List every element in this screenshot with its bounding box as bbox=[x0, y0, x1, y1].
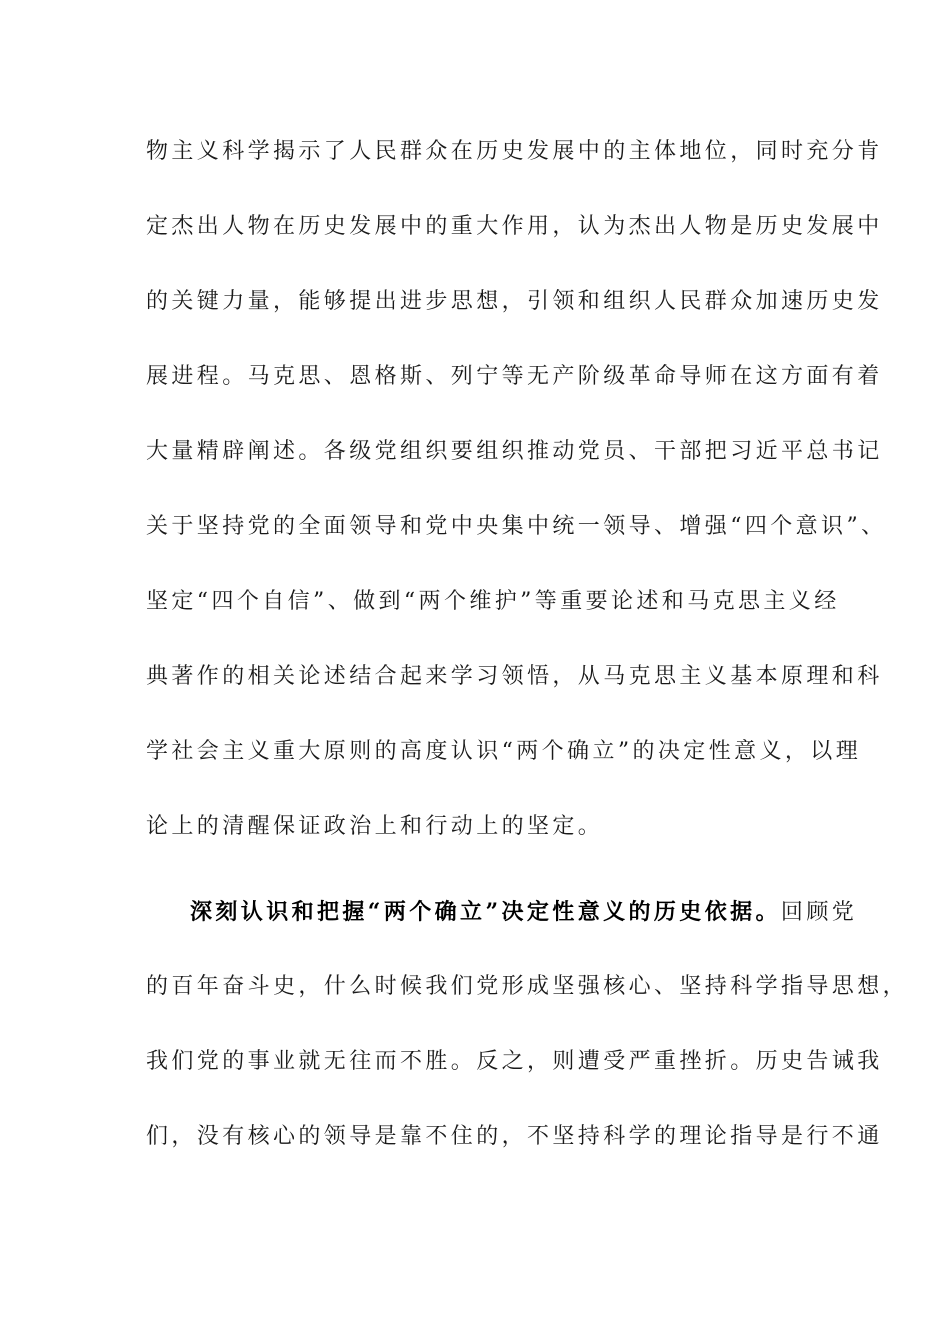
paragraph-heading-line bbox=[190, 897, 858, 928]
heading-line-continuation: 回顾党 bbox=[780, 900, 858, 925]
paragraph-line: 我们党的事业就无往而不胜。反之，则遭受严重挫折。历史告诫我 bbox=[146, 1049, 883, 1074]
paragraph-line: 关于坚持党的全面领导和党中央集中统一领导、增强“四个意识”、 bbox=[146, 514, 887, 539]
paragraph-line: 大量精辟阐述。各级党组织要组织推动党员、干部把习近平总书记 bbox=[146, 439, 883, 464]
paragraph-line: 们，没有核心的领导是靠不住的，不坚持科学的理论指导是行不通 bbox=[146, 1124, 883, 1149]
paragraph-line: 物主义科学揭示了人民群众在历史发展中的主体地位，同时充分肯 bbox=[146, 139, 883, 164]
paragraph-line: 坚定“四个自信”、做到“两个维护”等重要论述和马克思主义经 bbox=[146, 589, 840, 614]
paragraph-line: 典著作的相关论述结合起来学习领悟，从马克思主义基本原理和科 bbox=[146, 664, 883, 689]
paragraph-line: 论上的清醒保证政治上和行动上的坚定。 bbox=[146, 814, 604, 839]
section-heading: 深刻认识和把握“两个确立”决定性意义的历史依据。 bbox=[190, 899, 781, 925]
paragraph-line: 的百年奋斗史，什么时候我们党形成坚强核心、坚持科学指导思想， bbox=[146, 974, 909, 999]
paragraph-line: 学社会主义重大原则的高度认识“两个确立”的决定性意义，以理 bbox=[146, 739, 862, 764]
paragraph-line: 展进程。马克思、恩格斯、列宁等无产阶级革命导师在这方面有着 bbox=[146, 364, 883, 389]
paragraph-line: 的关键力量，能够提出进步思想，引领和组织人民群众加速历史发 bbox=[146, 289, 883, 314]
paragraph-line: 定杰出人物在历史发展中的重大作用，认为杰出人物是历史发展中 bbox=[146, 214, 883, 239]
